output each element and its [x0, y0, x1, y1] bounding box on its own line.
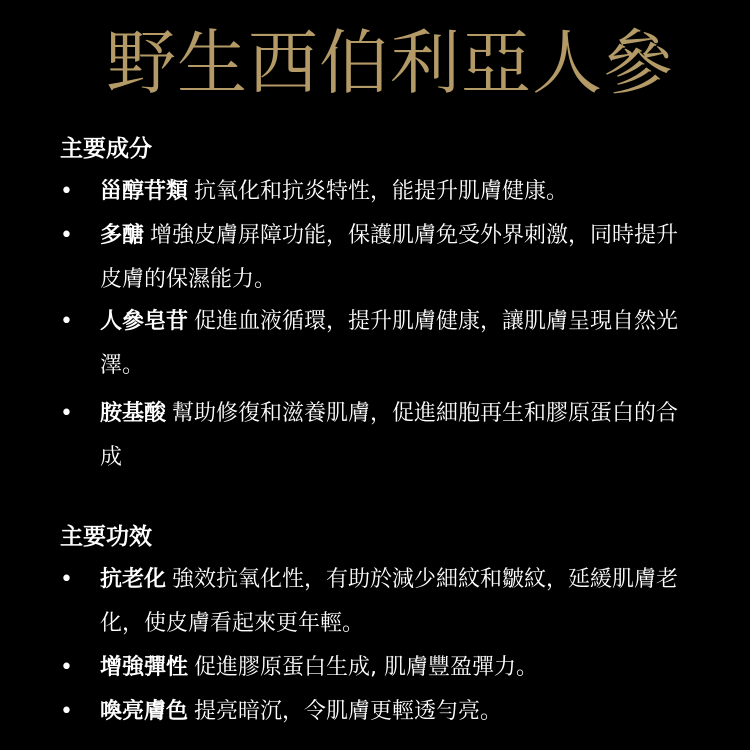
- ingredient-term: 甾醇苷類: [100, 179, 189, 204]
- effect-desc: 促進膠原蛋白生成, 肌膚豐盈彈力。: [194, 655, 539, 680]
- list-item: [60, 300, 680, 388]
- ingredient-term: 胺基酸: [100, 401, 167, 426]
- bullet-icon: •: [60, 655, 73, 680]
- bullet-icon: •: [60, 179, 73, 204]
- ingredient-term: 人參皂苷: [100, 309, 189, 334]
- page-title: 野生西伯利亞人參: [106, 22, 674, 104]
- effect-desc: 提亮暗沉，令肌膚更輕透勻亮。: [194, 699, 503, 724]
- list-item: [60, 558, 680, 646]
- bullet-icon: •: [60, 401, 73, 426]
- bullet-icon: •: [60, 567, 73, 592]
- bullet-icon: •: [60, 309, 73, 334]
- ingredient-desc: 增強皮膚屏障功能，保護肌膚免受外界刺激，同時提升皮膚的保濕能力。: [100, 223, 679, 292]
- ingredient-term: 多醣: [100, 223, 145, 248]
- effect-term: 抗老化: [100, 567, 167, 592]
- bullet-icon: •: [60, 699, 73, 724]
- ingredient-desc: 幫助修復和滋養肌膚，促進細胞再生和膠原蛋白的合成: [100, 401, 679, 470]
- effects-heading: 主要功效: [60, 524, 152, 550]
- ingredient-desc: 抗氧化和抗炎特性，能提升肌膚健康。: [194, 179, 569, 204]
- list-item: [60, 214, 680, 302]
- list-item: [60, 170, 680, 214]
- effect-desc: 強效抗氧化性，有助於減少細紋和皺紋，延緩肌膚老化，使皮膚看起來更年輕。: [100, 567, 679, 636]
- ingredient-desc: 促進血液循環，提升肌膚健康，讓肌膚呈現自然光澤。: [100, 309, 679, 378]
- effect-term: 喚亮膚色: [100, 699, 189, 724]
- ingredients-heading: 主要成分: [60, 136, 152, 162]
- bullet-icon: •: [60, 223, 73, 248]
- effect-term: 增強彈性: [100, 655, 189, 680]
- list-item: [60, 646, 680, 690]
- list-item: [60, 690, 680, 734]
- list-item: [60, 392, 680, 480]
